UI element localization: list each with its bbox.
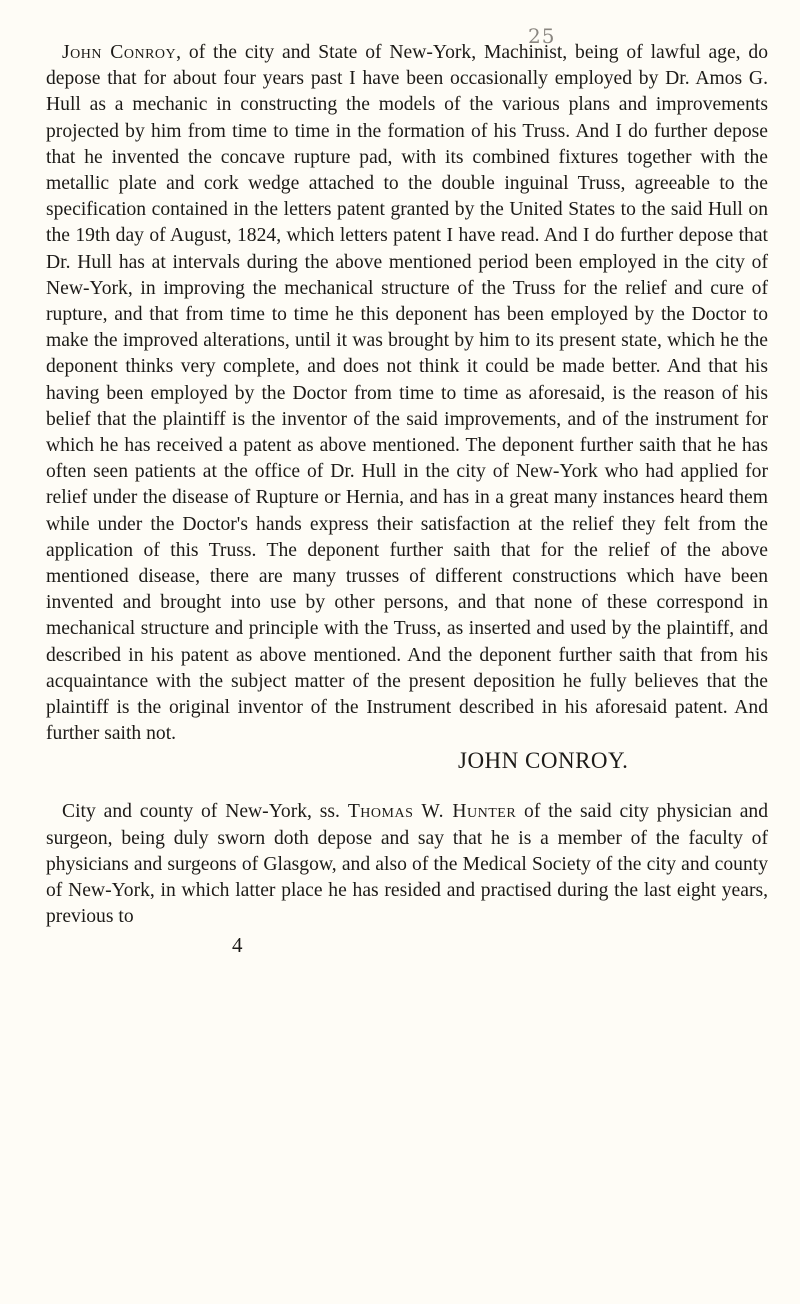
text-column: [46, 40, 768, 957]
hunter-deposition-paragraph: [46, 799, 768, 930]
hunter-deposition-text: of the said city physician and surgeon, being duly sworn doth depose and say that he is a member of the faculty of physicians and surgeons of Glasgow, and also of the Medical Society of the city and county of New-York, in which latter place he has resided and practised during the last eight years, previous to: [46, 801, 769, 928]
venue-line: City and county of New-York, ss.: [62, 801, 340, 823]
deponent-name: John Conroy: [62, 42, 177, 63]
conroy-signature: JOHN CONROY.: [458, 748, 629, 774]
conroy-deposition-text: , of the city and State of New-York, Machinist, being of lawful age, do depose that for about four years past I have been occasionally employed by Dr. Amos G. Hull as a mechanic in constructing the models of the various plans and improvements projected by him from time to time in the formation of his Truss. And I do further depose that he invented the concave rupture pad, with its combined fixtures together with the metallic plate and cork wedge attached to the double inguinal Truss, agreeable to the specification contained in the letters patent granted by the United States to the said Hull on the 19th day of August, 1824, which letters patent I have read. And I do further depose that Dr. Hull has at intervals during the above mentioned period been employed in the city of New-York, in improving the mechanical structure of the Truss for the relief and cure of rupture, and that from time to time he this deponent has been employed by the Doctor to make the improved alterations, until it was brought by him to its present state, which he the deponent thinks very complete, and does not think it could be made better. And that his having been employed by the Doctor from time to time as aforesaid, is the reason of his belief that the plaintiff is the inventor of the said improvements, and of the instrument for which he has received a patent as above mentioned. The deponent further saith that he has often seen patients at the office of Dr. Hull in the city of New-York who had applied for relief under the disease of Rupture or Hernia, and has in a great many instances heard them while under the Doctor's hands express their satisfaction at the relief they felt from the application of this Truss. The deponent further saith that for the relief of the above mentioned disease, there are many trusses of different constructions which have been invented and brought into use by other persons, and that none of these correspond in mechanical structure and principle with the Truss, as inserted and used by the plaintiff, and described in his patent as above mentioned. And the deponent further saith that from his acquaintance with the subject matter of the present deposition he fully believes that the plaintiff is the original inventor of the Instrument described in his aforesaid patent. And further saith not.: [46, 42, 769, 745]
signature-mark: 4: [232, 932, 243, 957]
hunter-name: Thomas W. Hunter: [347, 801, 517, 823]
conroy-deposition-paragraph: [46, 40, 768, 747]
page-number: 25: [528, 24, 556, 48]
